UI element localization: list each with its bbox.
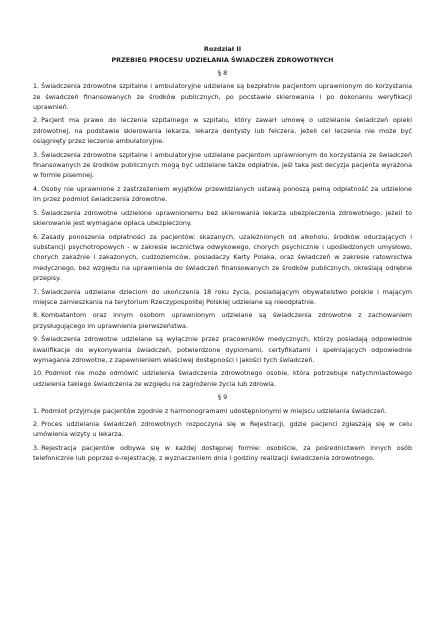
paragraph-number: 1. [33,406,40,415]
chapter-title: Rozdział II [203,45,242,53]
paragraph-text: Podmiot nie może odmówić udzielenia świadczenia zdrowotnego osobie, która potrzebuje natychmiastowego udzielenia takiego świadczenia ze względu na zagrożenie życia lub zdrowia. [33,369,412,388]
section-9-paragraph [33,443,412,464]
paragraph-text: Kombatantom oraz innym osobom uprawnionym udzielane są świadczenia zdrowotne z zachowaniem przysługującego im uprawnienia pierwszeństwa. [33,311,412,330]
paragraph-number: 8. [33,311,40,320]
section-8-paragraph [33,81,412,112]
section-9-paragraph [33,419,412,440]
chapter-heading: PRZEBIEG PROCESU UDZIELANIA ŚWIADCZEŃ ZDROWOTNYCH [111,56,334,65]
paragraph-number: 3. [33,150,40,159]
paragraph-number: 3. [33,443,40,452]
paragraph-text: Proces udzielania świadczeń zdrowotnych rozpoczyna się w Rejestracji, gdzie pacjenci zgłaszają się w celu umówienia wizyty u lekarza. [33,420,412,439]
section-8-paragraph [33,287,412,308]
paragraph-text: Rejestracja pacjentów odbywa się w każdej dostępnej formie: osobiście, za pośrednictwem innych osób telefonicznie lub poprzez e-rejestrację, z wyznaczeniem dnia i godziny realizacji świadczenia zdrowotnego. [33,443,412,463]
paragraph-text: Świadczenia zdrowotne udzielane są wyłącznie przez pracowników medycznych, którzy posiadają odpowiednie kwalifikacje do wykonywania świadczeń, potwierdzone dyplomami, certyfikatami i spełniających odpowiednie wymagania zdrowotne, z zapewnieniem właściwej dostępności i jakości tych świadczeń. [33,335,412,364]
section-8-symbol: § 8 [217,68,228,77]
paragraph-number: 1. [33,82,40,91]
section-9-paragraph [33,406,412,416]
paragraph-number: 9. [33,335,40,344]
section-8-paragraph [33,368,412,389]
paragraph-text: Świadczenia zdrowotne szpitalne i ambulatoryjne udzielane pacjentom uprawnionym do korzystania ze świadczeń finansowanych ze środków publicznych mogą być udzielane także odpłatnie, jeśl taka jest decyzja pacjenta wyrażona w formie pisemnej. [33,150,412,180]
paragraph-text: Świadczenia zdrowotne szpitalne i ambulatoryjne udzielane są bezpłatnie pacjentom uprawnionym do korzystania ze świadczeń finansowanych ze środków publicznych, po pocstawie skierowania i po dokonaniu weryfikacji uprawnień. [33,82,412,112]
paragraph-number: 2. [33,116,40,125]
paragraph-number: 6. [33,232,40,241]
paragraph-number: 7. [33,287,40,296]
paragraph-number: 2. [33,420,40,428]
section-8-paragraph [33,184,412,205]
paragraph-number: 4. [33,184,40,193]
paragraph-text: Zasady ponoszenia odpłatności za pacjentów: skazanych, uzależnionych od alkoholu, środków odurzających i substancji psychotropowych - w zakresie lecznictwa odwykowego, chorych psychicznie i upośledzonych umysłowo, chorych zakaźnie i zakażonych, cudzoziemców, posiadaczy Karty Polaka, oraz świadczeń w zakresie ratownictwa medycznego, bez względu na uprawnienia do świadczeń finansowanych ze środków publicznych, określają odrębne przepisy. [33,232,412,283]
paragraph-text: Świadczenia zdrowotne udzielone uprawnionemu bez skierowania lekarza ubezpieczenia zdrowotnego, jeżeli to skierowanie jest wymagane opłaca ubezpieczony. [33,208,412,228]
section-9-body [33,406,412,464]
section-8-paragraph [33,208,412,229]
section-8-paragraph [33,150,412,181]
section-8-paragraph [33,115,412,146]
paragraph-text: Pacjent ma prawo do leczenia szpitalnego w szpitalu, który zawarł umowę o udzielanie świadczeń opieki zdrowotnej, na podstawie skierowania lekarza, lekarza dentysty lub felczera, jeżeli cel leczenia nie może być osiągnięty przez leczenie ambulatoryjne. [33,116,412,146]
section-8-paragraph [33,310,412,331]
section-8-body [33,81,412,389]
paragraph-number: 5. [33,208,40,217]
paragraph-text: Świadczenia udzielane dzieciom do ukończenia 18 roku życia, posiadającym obywatelstwo polskie i mającym miejsce zamieszkania na terytorium Rzeczypospolitej Polskiej udzielane są nieodpłatnie. [33,287,412,306]
section-8-paragraph [33,232,412,284]
section-9-symbol: § 9 [217,393,228,402]
section-8-paragraph [33,334,412,365]
paragraph-text: Podmiot przyjmuje pacjentów zgodnie z harmonogramami udostępnionymi w miejscu udzielania świadczeń. [41,406,387,415]
paragraph-text: Osoby nie uprawnione z zastrzeżeniem wyjątków przewidzianych ustawą ponoszą pełną odpłatność za udzielone im przez podmiot świadczenia zdrowotne. [33,184,412,204]
paragraph-number: 10. [33,369,44,378]
